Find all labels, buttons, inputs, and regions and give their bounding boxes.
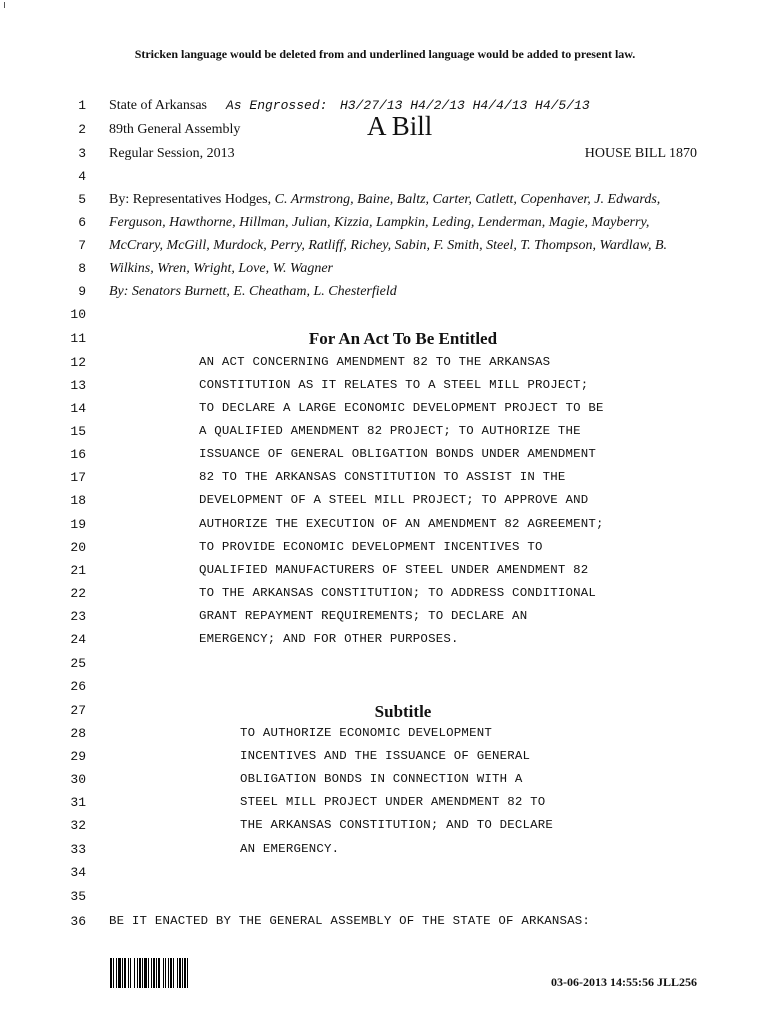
barcode-bar [113,958,114,988]
line-number: 24 [70,632,86,647]
barcode-bar [128,958,129,988]
act-title-line: CONSTITUTION AS IT RELATES TO A STEEL MILL PROJECT; [199,378,589,392]
house-sponsors-line-2: Ferguson, Hawthorne, Hillman, Julian, Kizzia, Lampkin, Leding, Lenderman, Magie, Mayberry, [109,215,650,230]
house-sponsors-names: C. Armstrong, Baine, Baltz, Carter, Catlett, Copenhaver, J. Edwards, [274,192,661,207]
subtitle-line: AN EMERGENCY. [240,842,340,856]
barcode-bar [168,958,169,988]
line-number: 3 [78,146,86,161]
line-number: 9 [78,284,86,299]
line-number: 31 [70,795,86,810]
act-title-line: GRANT REPAYMENT REQUIREMENTS; TO DECLARE AN [199,609,528,623]
barcode-bar [122,958,123,988]
barcode-bar [173,958,174,988]
subtitle-line: OBLIGATION BONDS IN CONNECTION WITH A [240,772,523,786]
corner-mark [4,2,5,8]
barcode-bar [134,958,135,988]
line-number: 13 [70,378,86,393]
line-number: 35 [70,889,86,904]
line-number: 6 [78,215,86,230]
act-title-line: A QUALIFIED AMENDMENT 82 PROJECT; TO AUTHORIZE THE [199,424,581,438]
bill-number: HOUSE BILL 1870 [584,146,697,161]
line-number: 34 [70,865,86,880]
barcode-bar [116,958,117,988]
act-title-line: 82 TO THE ARKANSAS CONSTITUTION TO ASSIST IN THE [199,470,566,484]
act-title-line: QUALIFIED MANUFACTURERS OF STEEL UNDER AMENDMENT 82 [199,563,589,577]
barcode-bar [139,958,141,988]
line-number: 32 [70,818,86,833]
line-number: 17 [70,470,86,485]
line-number: 11 [70,331,86,346]
line-number: 27 [70,703,86,718]
barcode-bar [165,958,166,988]
line-number: 4 [78,169,86,184]
act-title-heading: For An Act To Be Entitled [308,329,498,348]
barcode-bar [142,958,143,988]
act-title-line: AUTHORIZE THE EXECUTION OF AN AMENDMENT 82 AGREEMENT; [199,517,604,531]
house-sponsors-line-1 [109,192,660,208]
barcode-bar [158,958,160,988]
act-title-line: ISSUANCE OF GENERAL OBLIGATION BONDS UNDER AMENDMENT [199,447,597,461]
line-number: 33 [70,842,86,857]
barcode-bar [144,958,147,988]
line-number: 21 [70,563,86,578]
subtitle-line: TO AUTHORIZE ECONOMIC DEVELOPMENT [240,726,492,740]
subtitle-line: THE ARKANSAS CONSTITUTION; AND TO DECLARE [240,818,554,832]
document-type-heading: A Bill [367,111,433,141]
barcode-bar [153,958,155,988]
footer-timestamp: 03-06-2013 14:55:56 JLL256 [551,975,697,989]
line-number: 30 [70,772,86,787]
act-title-line: AN ACT CONCERNING AMENDMENT 82 TO THE ARKANSAS [199,355,551,369]
barcode-bar [156,958,157,988]
enacting-clause: BE IT ENACTED BY THE GENERAL ASSEMBLY OF THE STATE OF ARKANSAS: [109,914,591,928]
line-number: 25 [70,656,86,671]
barcode-bar [163,958,164,988]
subtitle-line: INCENTIVES AND THE ISSUANCE OF GENERAL [240,749,531,763]
line-number: 14 [70,401,86,416]
house-sponsors-line-3: McCrary, McGill, Murdock, Perry, Ratliff, Richey, Sabin, F. Smith, Steel, T. Thompson, Wardlaw, B. [109,238,668,253]
line-number: 22 [70,586,86,601]
act-title-line: EMERGENCY; AND FOR OTHER PURPOSES. [199,632,459,646]
general-assembly: 89th General Assembly [109,122,241,137]
act-title-line: TO DECLARE A LARGE ECONOMIC DEVELOPMENT PROJECT TO BE [199,401,604,415]
barcode-bar [130,958,131,988]
house-sponsors-prefix: By: Representatives Hodges, [109,192,275,207]
barcode-bar [110,958,112,988]
line-number: 19 [70,517,86,532]
line-number: 18 [70,493,86,508]
barcode-bar [184,958,186,988]
barcode-bar [179,958,181,988]
house-sponsors-line-4: Wilkins, Wren, Wright, Love, W. Wagner [109,261,333,276]
engrossed-label: As Engrossed: [226,98,328,113]
line-number: 26 [70,679,86,694]
barcode-bar [177,958,178,988]
line-number: 5 [78,192,86,207]
barcode-image [110,958,204,988]
line-number: 8 [78,261,86,276]
line-number: 1 [78,98,86,113]
line-number: 36 [70,914,86,929]
barcode-bar [118,958,121,988]
line-number: 23 [70,609,86,624]
barcode-bar [137,958,138,988]
line-number: 2 [78,122,86,137]
act-title-line: TO THE ARKANSAS CONSTITUTION; TO ADDRESS CONDITIONAL [199,586,597,600]
state-label: State of Arkansas [109,98,207,113]
barcode-bar [187,958,188,988]
line-number: 15 [70,424,86,439]
line-number: 10 [70,307,86,322]
barcode-bar [182,958,183,988]
senate-sponsors: By: Senators Burnett, E. Cheatham, L. Chesterfield [109,284,397,299]
stricken-language-notice: Stricken language would be deleted from and underlined language would be added to present law. [134,47,636,61]
subtitle-line: STEEL MILL PROJECT UNDER AMENDMENT 82 TO [240,795,546,809]
line-number: 29 [70,749,86,764]
barcode-bar [124,958,126,988]
act-title-line: TO PROVIDE ECONOMIC DEVELOPMENT INCENTIVES TO [199,540,543,554]
engrossed-dates: H3/27/13 H4/2/13 H4/4/13 H4/5/13 [340,98,590,113]
line-number: 20 [70,540,86,555]
subtitle-heading: Subtitle [374,702,432,721]
line-number: 16 [70,447,86,462]
line-number: 7 [78,238,86,253]
session-label: Regular Session, 2013 [109,146,235,161]
line-number: 12 [70,355,86,370]
barcode-bar [170,958,172,988]
barcode-bar [148,958,149,988]
barcode-bar [151,958,152,988]
act-title-line: DEVELOPMENT OF A STEEL MILL PROJECT; TO APPROVE AND [199,493,589,507]
line-number: 28 [70,726,86,741]
